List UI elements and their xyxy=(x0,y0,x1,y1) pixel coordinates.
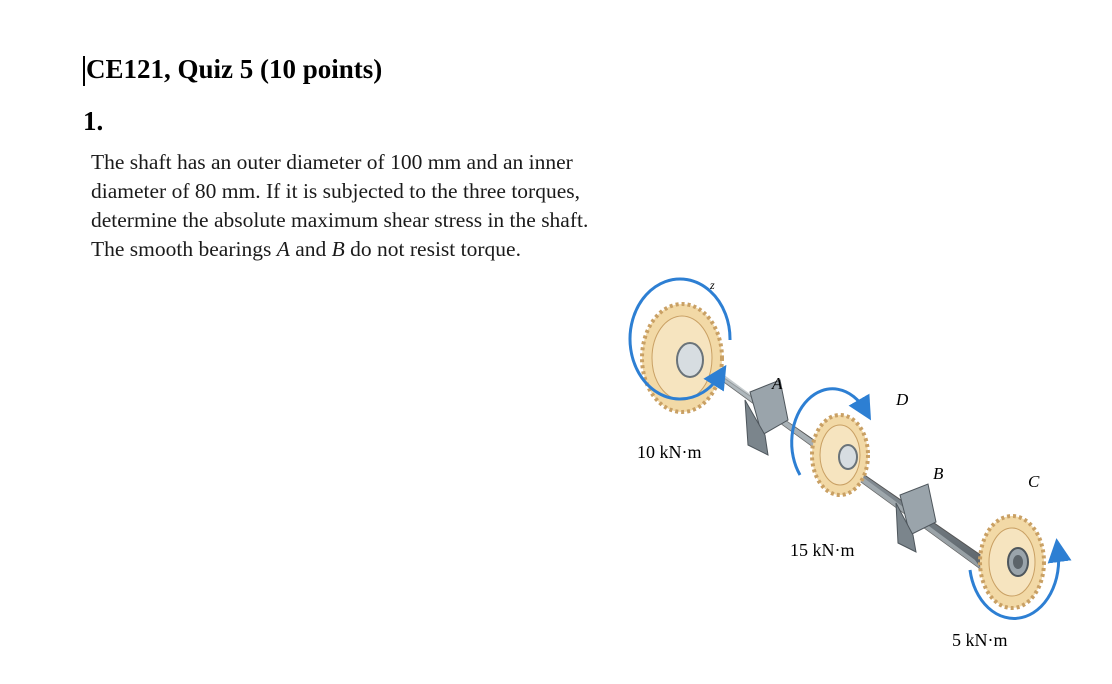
gear-middle xyxy=(812,415,868,495)
text-cursor xyxy=(83,56,85,86)
bearing-b xyxy=(896,484,936,552)
question-number: 1. xyxy=(83,106,104,136)
label-bearing-a: A xyxy=(772,374,783,393)
gear-left xyxy=(642,304,722,412)
torque-label-right: 5 kN·m xyxy=(952,630,1008,650)
problem-line: The smooth bearings A and B do not resist torque. xyxy=(91,237,521,261)
torque-label-left: 10 kN·m xyxy=(637,442,702,462)
axis-label-z: z xyxy=(710,278,715,292)
problem-statement xyxy=(91,148,711,264)
problem-line: determine the absolute maximum shear stress in the shaft. xyxy=(91,208,589,232)
shaft-figure xyxy=(600,270,1100,670)
label-point-c: C xyxy=(1028,472,1040,491)
torque-label-middle: 15 kN·m xyxy=(790,540,855,560)
label-bearing-b: B xyxy=(933,464,944,483)
quiz-title: CE121, Quiz 5 (10 points) xyxy=(86,54,383,84)
label-point-d: D xyxy=(896,390,909,409)
shaft-illustration xyxy=(600,270,1100,670)
problem-line: diameter of 80 mm. If it is subjected to the three torques, xyxy=(91,179,580,203)
problem-line: The shaft has an outer diameter of 100 mm and an inner xyxy=(91,150,573,174)
gear-right xyxy=(980,516,1044,608)
